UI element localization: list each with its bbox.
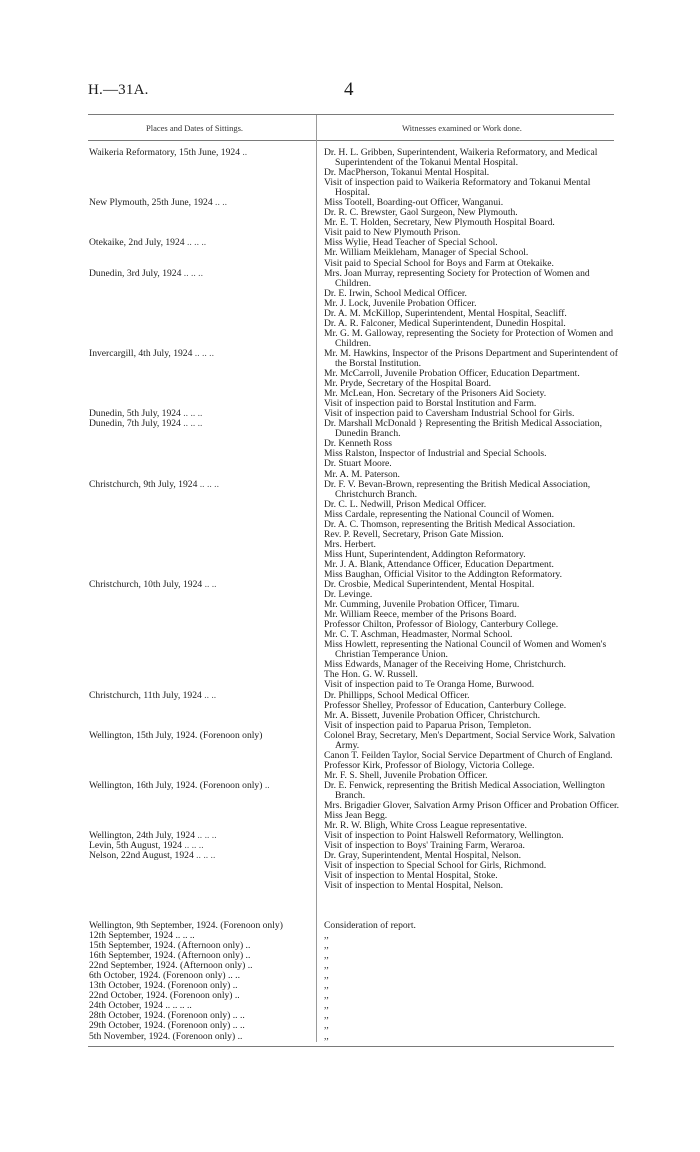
- witness-entry: Visit of inspection to Point Halswell Reformatory, Wellington.: [324, 830, 564, 842]
- column-divider: [316, 115, 317, 1042]
- schedule-date-text: 12th September, 1924: [89, 930, 174, 942]
- sitting-place-text: Christchurch, 9th July, 1924: [89, 479, 198, 490]
- schedule-date-text: 5th November, 1924. (Forenoon only): [89, 1030, 236, 1042]
- schedule-work: Consideration of report.: [324, 920, 416, 931]
- witness-entry: Miss Howlett, representing the National Council of Women and Women's Christian Temperance Union.: [324, 639, 607, 661]
- sitting-place-text: Wellington, 15th July, 1924. (Forenoon only): [89, 730, 263, 741]
- witness-entry: Dr. F. V. Bevan-Brown, representing the British Medical Association, Christchurch Branch.: [324, 478, 591, 500]
- witness-entry: Mr. A. M. Paterson.: [324, 468, 400, 480]
- witness-entry: Miss Edwards, Manager of the Receiving Home, Christchurch.: [324, 659, 566, 671]
- witness-entry: Mrs. Herbert.: [324, 538, 376, 550]
- right-column-heading: Witnesses examined or Work done.: [402, 123, 522, 133]
- witness-entry: Mr. A. Bissett, Juvenile Probation Officer, Christchurch.: [324, 709, 541, 721]
- witness-entry: Visit of inspection paid to Te Oranga Home, Burwood.: [324, 679, 535, 691]
- witness-entry: Dr. Phillipps, School Medical Officer.: [324, 689, 470, 701]
- leader-dots: ..: [235, 1030, 243, 1042]
- witness-entry: Mr. E. T. Holden, Secretary, New Plymouth Hospital Board.: [324, 217, 555, 229]
- witness-entry: Visit of inspection paid to Paparua Prison, Templeton.: [324, 719, 532, 731]
- leader-dots: .. ..: [202, 579, 217, 590]
- witness-entry: Dr. Levinge.: [324, 589, 373, 601]
- sitting-place-text: Invercargill, 4th July, 1924: [89, 348, 193, 359]
- left-column-heading: Places and Dates of Sittings.: [146, 123, 244, 133]
- leader-dots: .. ..: [230, 1020, 245, 1032]
- witness-entry: Dr. Crosbie, Medical Superintendent, Mental Hospital.: [324, 579, 535, 591]
- witness-entry: Visit paid to New Plymouth Prison.: [324, 227, 461, 239]
- witness-entry: Mr. C. T. Aschman, Headmaster, Normal School.: [324, 629, 513, 641]
- sitting-place-text: New Plymouth, 25th June, 1924: [89, 197, 213, 208]
- witness-entry: Dr. Stuart Moore.: [324, 458, 392, 470]
- witnesses-right-column: [324, 148, 624, 891]
- witness-entry: Professor Chilton, Professor of Biology, Canterbury College.: [324, 619, 559, 631]
- leader-dots: .. .. ..: [193, 850, 216, 861]
- witness-group: [324, 419, 624, 479]
- leader-dots: .. ..: [201, 690, 217, 701]
- sitting-place-date: [89, 731, 313, 741]
- witness-group: [324, 851, 624, 891]
- sitting-place-date: [89, 851, 313, 861]
- leader-dots: ..: [243, 940, 251, 952]
- witness-entry: Mr. McLean, Hon. Secretary of the Prisoners Aid Society.: [324, 388, 547, 400]
- leader-dots: .. .. ..: [182, 840, 204, 851]
- witness-entry: Dr. A. M. McKillop, Superintendent, Mental Hospital, Seacliff.: [324, 307, 567, 319]
- witness-entry: Colonel Bray, Secretary, Men's Department, Social Service Work, Salvation Army.: [324, 729, 616, 751]
- witness-entry: The Hon. G. W. Russell.: [324, 669, 418, 681]
- witness-entry: Mr. William Meikleham, Manager of Special School.: [324, 247, 529, 259]
- schedule-date: [89, 1032, 318, 1042]
- sitting-place-text: Waikeria Reformatory, 15th June, 1924: [89, 147, 240, 158]
- leader-dots: .. .. ..: [192, 348, 214, 359]
- leader-dots: ..: [243, 950, 251, 962]
- leader-dots: .. .. .. ..: [162, 1000, 192, 1012]
- schedule-date-text: 13th October, 1924. (Forenoon only): [89, 980, 231, 992]
- schedule-date-text: 22nd September, 1924. (Afternoon only): [89, 960, 246, 972]
- witness-entry: Mr. J. Lock, Juvenile Probation Officer.: [324, 297, 477, 309]
- schedule-work: ,,: [324, 1010, 329, 1022]
- header-rule-bottom: [88, 140, 614, 141]
- sitting-place-date: [89, 419, 313, 429]
- witness-entry: Dr. Kenneth Ross: [324, 438, 392, 450]
- witness-entry: Visit of inspection paid to Waikeria Reformatory and Tokanui Mental Hospital.: [324, 177, 591, 199]
- leader-dots: .. ..: [225, 970, 240, 982]
- leader-dots: .. .. ..: [180, 418, 203, 429]
- leader-dots: ..: [230, 980, 238, 992]
- sitting-place-date: [89, 269, 313, 279]
- witness-entry: Professor Shelley, Professor of Education, Canterbury College.: [324, 699, 567, 711]
- sitting-place-date: [89, 691, 313, 701]
- header-rule-top: [88, 114, 614, 115]
- page-header-ref: H.—31A.: [88, 82, 149, 98]
- witness-entry: Mr. M. Hawkins, Inspector of the Prisons Department and Superintendent of the Borstal Institution.: [324, 347, 618, 369]
- schedule-row: [89, 1032, 689, 1042]
- witness-entry: Mr. McCarroll, Juvenile Probation Officer, Education Department.: [324, 368, 580, 380]
- footer-rule: [88, 1046, 614, 1047]
- schedule-date-text: 28th October, 1924. (Forenoon only): [89, 1010, 231, 1022]
- witness-entry: Miss Wylie, Head Teacher of Special School.: [324, 237, 498, 249]
- witness-entry: Dr. A. C. Thomson, representing the British Medical Association.: [324, 518, 576, 530]
- witness-group: [324, 691, 624, 731]
- witness-group: [324, 349, 624, 409]
- witness-group: [324, 580, 624, 691]
- sitting-place-text: Dunedin, 5th July, 1924: [89, 408, 181, 419]
- leader-dots: .. .. ..: [180, 408, 203, 419]
- witness-group: [324, 480, 624, 580]
- witness-entry: Dr. R. C. Brewster, Gaol Surgeon, New Plymouth.: [324, 207, 518, 219]
- sitting-place-date: [89, 480, 313, 490]
- witness-entry: Visit of inspection to Boys' Training Farm, Weraroa.: [324, 840, 525, 852]
- witness-entry: Visit of inspection paid to Borstal Institution and Farm.: [324, 398, 537, 410]
- witness-entry: Dr. Gray, Superintendent, Mental Hospital, Nelson.: [324, 850, 522, 862]
- leader-dots: .. .. ..: [197, 479, 219, 490]
- sitting-place-date: [89, 238, 313, 248]
- witness-entry: Dr. A. R. Falconer, Medical Superintendent, Dunedin Hospital.: [324, 317, 566, 329]
- schedule-date-text: 29th October, 1924. (Forenoon only): [89, 1020, 231, 1032]
- witness-entry: Mr. J. A. Blank, Attendance Officer, Education Department.: [324, 558, 554, 570]
- witness-entry: Professor Kirk, Professor of Biology, Victoria College.: [324, 759, 535, 771]
- schedule-work: ,,: [324, 1000, 329, 1012]
- schedule-date-text: 16th September, 1924. (Afternoon only): [89, 950, 244, 962]
- witness-entry: Visit of inspection to Mental Hospital, Nelson.: [324, 880, 504, 892]
- witness-entry: Dr. E. Irwin, School Medical Officer.: [324, 287, 467, 299]
- sitting-place-date: [89, 148, 313, 158]
- sitting-place-text: Levin, 5th August, 1924: [89, 840, 183, 851]
- witness-group: [324, 198, 624, 238]
- sitting-place-date: [89, 198, 313, 208]
- witness-entry: Visit of inspection to Special School for Girls, Richmond.: [324, 860, 547, 872]
- leader-dots: ..: [232, 990, 240, 1002]
- witness-entry: Mr. G. M. Galloway, representing the Society for Protection of Women and Children.: [324, 327, 614, 349]
- witness-entry: Mrs. Brigadier Glover, Salvation Army Prison Officer and Probation Officer.: [324, 800, 620, 812]
- sitting-place-text: Dunedin, 3rd July, 1924: [89, 268, 182, 279]
- leader-dots: .. .. ..: [195, 830, 217, 841]
- witness-group: [324, 269, 624, 349]
- schedule-work: ,,: [324, 980, 329, 992]
- sitting-place-date: [89, 781, 313, 791]
- sitting-place-date: [89, 580, 313, 590]
- witness-entry: Miss Tootell, Boarding-out Officer, Wanganui.: [324, 197, 504, 209]
- witness-entry: Visit paid to Special School for Boys and Farm at Otekaike.: [324, 257, 554, 269]
- schedule-date-text: 22nd October, 1924. (Forenoon only): [89, 990, 233, 1002]
- leader-dots: .. .. ..: [173, 930, 195, 942]
- witness-entry: Miss Cardale, representing the National Council of Women.: [324, 508, 555, 520]
- witness-entry: Mrs. Joan Murray, representing Society for Protection of Women and Children.: [324, 267, 590, 289]
- witness-entry: Dr. H. L. Gribben, Superintendent, Waikeria Reformatory, and Medical Superintendent of the Tokanui Mental Hospital.: [324, 147, 598, 169]
- schedule-block: [89, 921, 689, 1042]
- leader-dots: ..: [245, 960, 253, 972]
- schedule-date-text: Wellington, 9th September, 1924. (Forenoon only): [89, 920, 283, 931]
- witness-entry: Miss Jean Begg.: [324, 810, 388, 822]
- leader-dots: .. .. ..: [184, 237, 207, 248]
- witness-entry: Mr. F. S. Shell, Juvenile Probation Officer.: [324, 769, 488, 781]
- schedule-work: ,,: [324, 930, 329, 942]
- witness-entry: Miss Baughan, Official Visitor to the Addington Reformatory.: [324, 568, 562, 580]
- page-number: 4: [344, 79, 354, 100]
- schedule-work: ,,: [324, 940, 329, 952]
- schedule-work: ,,: [324, 960, 329, 972]
- schedule-date-text: 15th September, 1924. (Afternoon only): [89, 940, 244, 952]
- sitting-place-text: Wellington, 24th July, 1924: [89, 830, 195, 841]
- witness-group: [324, 238, 624, 268]
- witness-entry: Rev. P. Revell, Secretary, Prison Gate Mission.: [324, 528, 504, 540]
- sitting-place-text: Christchurch, 10th July, 1924: [89, 579, 203, 590]
- schedule-work: ,,: [324, 950, 329, 962]
- schedule-date-text: 6th October, 1924. (Forenoon only): [89, 970, 226, 982]
- witness-entry: Dr. C. L. Nedwill, Prison Medical Officer.: [324, 498, 487, 510]
- witness-entry: Miss Hunt, Superintendent, Addington Reformatory.: [324, 548, 526, 560]
- leader-dots: ..: [240, 147, 248, 158]
- witness-entry: Canon T. Feilden Taylor, Social Service Department of Church of England.: [324, 749, 613, 761]
- witness-entry: Dr. Marshall McDonald } Representing the British Medical Association, Dunedin Branch.: [324, 418, 602, 440]
- sitting-place-text: Christchurch, 11th July, 1924: [89, 690, 202, 701]
- witness-group: [324, 731, 624, 781]
- witness-group: [324, 781, 624, 831]
- sitting-place-text: Dunedin, 7th July, 1924: [89, 418, 181, 429]
- witness-entry: Miss Ralston, Inspector of Industrial and Special Schools.: [324, 448, 547, 460]
- witness-entry: Mr. Cumming, Juvenile Probation Officer, Timaru.: [324, 599, 520, 611]
- witness-entry: Dr. MacPherson, Tokanui Mental Hospital.: [324, 167, 490, 179]
- witness-entry: Mr. William Reece, member of the Prisons Board.: [324, 609, 517, 621]
- schedule-work: ,,: [324, 1030, 329, 1042]
- sitting-place-date: [89, 349, 313, 359]
- leader-dots: .. ..: [230, 1010, 245, 1022]
- witness-entry: Mr. R. W. Bligh, White Cross League representative.: [324, 820, 527, 832]
- schedule-work: ,,: [324, 1020, 329, 1032]
- witness-entry: Dr. E. Fenwick, representing the British Medical Association, Wellington Branch.: [324, 779, 605, 801]
- sitting-place-text: Nelson, 22nd August, 1924: [89, 850, 194, 861]
- leader-dots: .. ..: [212, 197, 228, 208]
- witness-entry: Mr. Pryde, Secretary of the Hospital Board.: [324, 378, 492, 390]
- sitting-place-text: Wellington, 16th July, 1924. (Forenoon only): [89, 780, 263, 791]
- schedule-work: ,,: [324, 970, 329, 982]
- sitting-place-text: Otekaike, 2nd July, 1924: [89, 237, 185, 248]
- witness-entry: Visit of inspection paid to Caversham Industrial School for Girls.: [324, 408, 575, 420]
- schedule-date-text: 24th October, 1924: [89, 1000, 163, 1012]
- witness-entry: Visit of inspection to Mental Hospital, Stoke.: [324, 870, 498, 882]
- witness-group: [324, 148, 624, 198]
- leader-dots: ..: [262, 780, 270, 791]
- schedule-work: ,,: [324, 990, 329, 1002]
- leader-dots: .. .. ..: [181, 268, 203, 279]
